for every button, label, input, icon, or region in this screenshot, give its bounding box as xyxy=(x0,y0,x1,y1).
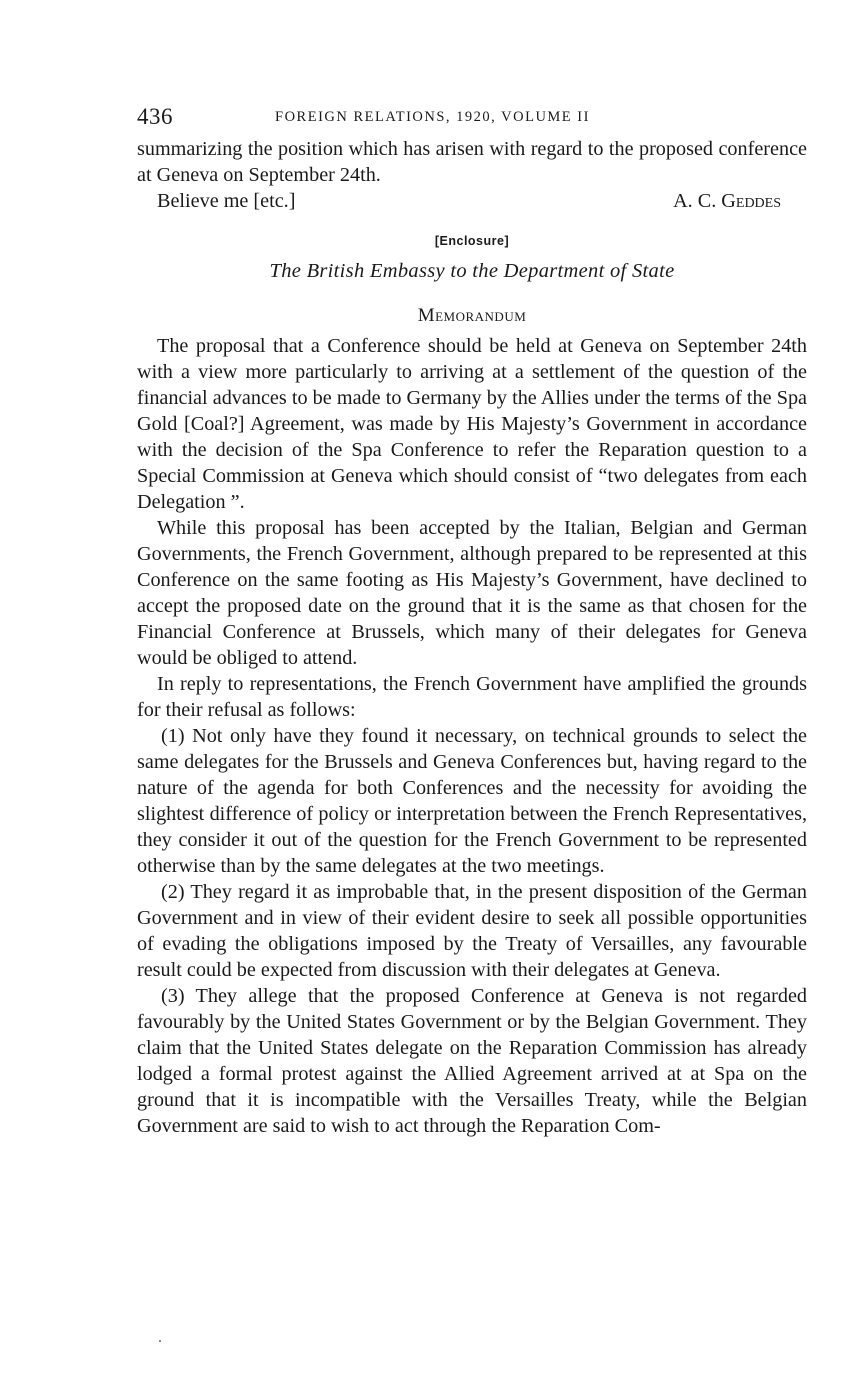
memorandum-body xyxy=(137,333,807,1139)
running-head: FOREIGN RELATIONS, 1920, VOLUME II xyxy=(275,109,590,125)
page-number: 436 xyxy=(137,104,173,129)
numbered-point: (2) They regard it as improbable that, in the present disposition of the German Government and in view of their evident desire to seek all possible opportunities of evading the obligations imposed by the Treaty of Versailles, any favourable result could be expected from discussion with their delegates at Geneva. xyxy=(137,881,807,981)
scan-mark xyxy=(159,1340,161,1342)
numbered-point: (1) Not only have they found it necessary, on technical grounds to select the same delegates for the Brussels and Geneva Conferences but, having regard to the nature of the agenda for both Conferences and the necessity for avoiding the slightest difference of policy or interpretation between the French Representatives, they consider it out of the question for the French Government to be represented otherwise than by the same delegates at the two meetings. xyxy=(137,725,807,877)
document-page xyxy=(137,104,807,1139)
letter-closing-paragraph: summarizing the position which has arisen with regard to the proposed conference at Geneva on September 24th. xyxy=(137,138,807,186)
letter-signoff xyxy=(137,188,807,214)
body-paragraph: The proposal that a Conference should be held at Geneva on September 24th with a view more particularly to arriving at a settlement of the question of the financial advances to be made to Germany by the Allies under the terms of the Spa Gold [Coal?] Agreement, was made by His Majesty’s Government in accordance with the decision of the Spa Conference to refer the Reparation question to a Special Commission at Geneva which should consist of “two delegates from each Delegation ”. xyxy=(137,335,807,513)
memorandum-heading: Memorandum xyxy=(417,305,527,326)
page-header xyxy=(137,104,807,136)
enclosure-label: [Enclosure] xyxy=(434,234,510,248)
body-paragraph: In reply to representations, the French Government have amplified the grounds for their refusal as follows: xyxy=(137,673,807,721)
numbered-point: (3) They allege that the proposed Conference at Geneva is not regarded favourably by the United States Government or by the Belgian Government. They claim that the United States delegate on the Reparation Commission has already lodged a formal protest against the Allied Agreement arrived at at Spa on the ground that it is incompatible with the Versailles Treaty, while the Belgian Government are said to wish to act through the Reparation Com- xyxy=(137,985,807,1137)
complimentary-close: Believe me [etc.] xyxy=(157,190,296,212)
document-title: The British Embassy to the Department of State xyxy=(269,260,675,282)
body-paragraph: While this proposal has been accepted by the Italian, Belgian and German Governments, the French Government, although prepared to be represented at this Conference on the same footing as His Majesty’s Government, have declined to accept the proposed date on the ground that it is the same as that chosen for the Financial Conference at Brussels, which many of their delegates for Geneva would be obliged to attend. xyxy=(137,517,807,669)
signature: A. C. Geddes xyxy=(673,190,781,212)
